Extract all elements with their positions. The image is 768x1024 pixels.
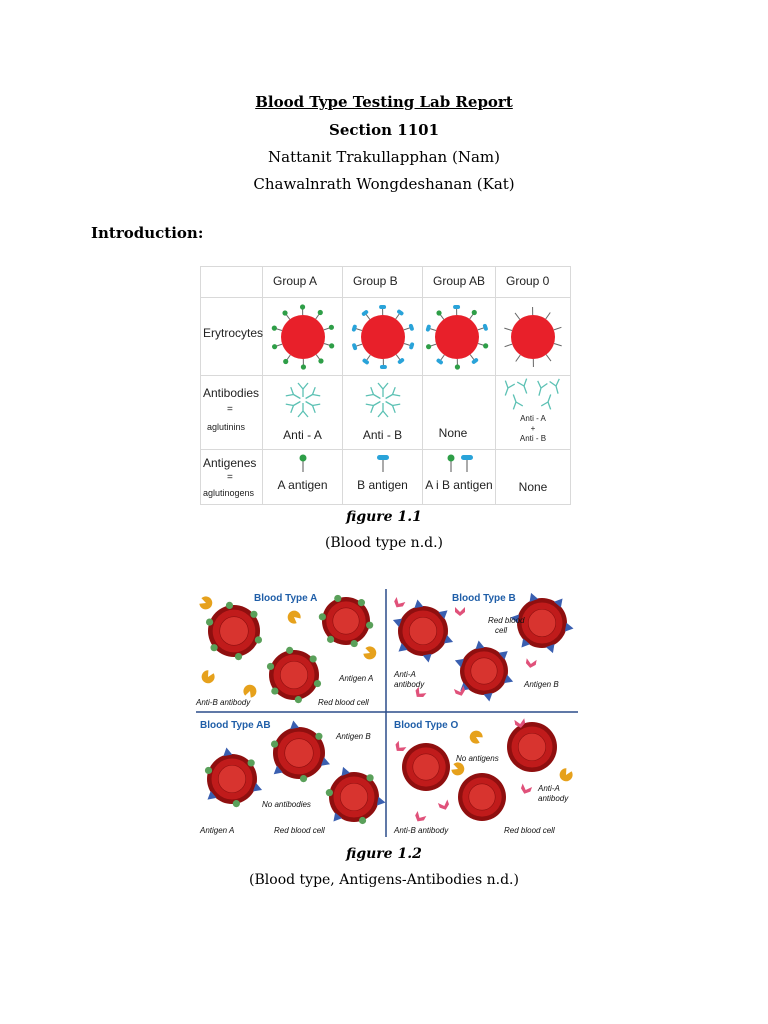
figure-caption: figure 1.2: [346, 846, 422, 862]
red-blood-cell-center: [340, 783, 368, 811]
antibody-y: [303, 397, 320, 413]
antigen-a-bump: [267, 663, 274, 670]
antibody-stem: [293, 402, 300, 406]
antibody-y: [378, 403, 388, 417]
figure-caption: figure 1.1: [346, 509, 422, 525]
row-label-erythrocytes: Erytrocytes: [201, 298, 263, 376]
erythrocyte-group-b: [343, 298, 423, 376]
red-blood-cell-center: [469, 784, 495, 810]
red-cell-antigen-a-icon: [263, 298, 343, 375]
blood-type-illustration: [194, 587, 580, 839]
antigen-b-bar: [352, 343, 358, 351]
antibody-arm: [516, 400, 523, 407]
antigen-a-bump: [248, 759, 255, 766]
antigen-a-bump: [286, 647, 293, 654]
antibody-stem: [556, 386, 558, 394]
antibody-arm: [390, 387, 398, 394]
antibody-y: [383, 397, 400, 413]
label-cell: cell: [495, 626, 508, 635]
antigen-b-bar: [409, 342, 415, 350]
antigen-a-dot: [300, 304, 305, 309]
antibody-arm: [310, 387, 318, 394]
antibody-stem: [513, 394, 516, 402]
antibody-y: [534, 381, 547, 397]
antibody-stem: [306, 395, 313, 399]
antigen-a-bump: [319, 613, 326, 620]
antigen-group-b: B antigen: [343, 450, 423, 505]
antigen-a-bump: [327, 636, 334, 643]
label-antigen-b: Antigen B: [524, 680, 559, 689]
antigen-a-dot: [329, 343, 334, 348]
red-cell-body: [281, 315, 325, 359]
antigen-a-dot: [472, 310, 477, 315]
antigen-a-icon: [263, 450, 343, 504]
column-header-group-b: Group B: [343, 267, 423, 298]
antigen-b-bar: [425, 324, 431, 332]
antibody-arm: [390, 406, 398, 413]
red-cell-antigen-ab-icon: [423, 298, 496, 375]
antigen-b-bar: [471, 357, 479, 364]
section-number: Section 1101: [328, 121, 440, 139]
antigen-a-bump: [359, 817, 366, 824]
antibody-group-0: Anti - A + Anti - B: [496, 376, 571, 450]
antigen-b-bar: [379, 305, 386, 309]
antibody-y: [286, 397, 303, 413]
label-red-blood-cell: Red blood cell: [504, 826, 555, 835]
antigen-spike: [516, 355, 521, 362]
antigen-b-bar: [436, 358, 444, 365]
label-antibody: antibody: [538, 794, 569, 803]
red-blood-cell-center: [413, 754, 439, 780]
antigen-a-bump: [300, 775, 307, 782]
blood-type-panels: [194, 587, 580, 839]
antigen-a-bump: [295, 696, 302, 703]
antigen-b-bar: [461, 455, 473, 460]
antigen-a-dot: [483, 343, 488, 348]
antigen-b-bar: [351, 324, 357, 332]
label-red-blood-cell: Red blood cell: [318, 698, 369, 707]
antibody-group-ab: None: [423, 376, 496, 450]
antigen-a-dot: [436, 310, 441, 315]
antigen-spike: [554, 327, 562, 330]
antigen-a-bump: [315, 733, 322, 740]
antibody-stem: [386, 395, 393, 399]
label-anti-a: Anti-A: [394, 670, 416, 679]
antibody-y: [541, 393, 555, 410]
antibody-stem: [373, 395, 380, 399]
antibody-arm: [541, 382, 547, 389]
antibody-y: [509, 393, 523, 410]
antigen-ab-icon: [423, 450, 496, 504]
label-antigen-b: Antigen B: [336, 732, 371, 741]
antigen-group-a: A antigen: [263, 450, 343, 505]
antibody-arm: [378, 383, 383, 389]
antigen-a-bump: [226, 602, 233, 609]
antigen-a-bump: [255, 636, 262, 643]
antibody-arm: [541, 400, 548, 407]
antibody-arm: [517, 380, 524, 387]
red-cell-no-antigen-icon: [496, 298, 571, 375]
label-antigen-a: Antigen A: [200, 826, 235, 835]
label-no-antibodies: No antibodies: [262, 800, 311, 809]
antibody-stem: [306, 402, 313, 406]
antibody-arm: [298, 411, 303, 417]
antigen-a-bump: [351, 640, 358, 647]
column-header-group-0: Group 0: [496, 267, 571, 298]
antibody-arm: [288, 406, 296, 413]
red-blood-cell-center: [218, 765, 246, 793]
red-blood-cell-center: [280, 661, 308, 689]
antigen-b-bar: [397, 357, 405, 364]
antibody-y: [366, 387, 383, 403]
antigen-a-dot: [272, 326, 277, 331]
antigen-b-bar: [408, 323, 414, 331]
red-blood-cell-center: [220, 617, 249, 646]
column-header-group-ab: Group AB: [423, 267, 496, 298]
antibody-y: [501, 381, 515, 398]
antigen-a-bump: [250, 611, 257, 618]
antibody-stem: [548, 394, 551, 402]
antibody-stem: [505, 388, 508, 396]
antigen-a-bump: [326, 789, 333, 796]
panel-title-type-ab: Blood Type AB: [200, 720, 271, 731]
antibody-arm: [303, 383, 308, 389]
antigen-b-bar: [453, 305, 460, 309]
antibody-arm: [550, 380, 556, 387]
label-antigen-a: Antigen A: [339, 674, 374, 683]
antigen-a-dot: [318, 310, 323, 315]
antigen-group-0: None: [496, 450, 571, 505]
antigen-spike: [515, 313, 520, 319]
author-name: Nattanit Trakullapphan (Nam): [268, 148, 500, 166]
antigen-group-ab: A i B antigen: [423, 450, 496, 505]
antibody-y: [517, 379, 531, 396]
label-anti-b-antibody: Anti-B antibody: [394, 826, 449, 835]
panel-title-type-b: Blood Type B: [452, 593, 516, 604]
antibody-arm: [288, 387, 296, 394]
red-blood-cell-center: [518, 733, 546, 761]
red-cell-body: [511, 315, 555, 359]
column-header-group-a: Group A: [263, 267, 343, 298]
red-blood-cell-center: [285, 739, 314, 768]
row-label-antigens: Antigenes = aglutinogens: [201, 450, 263, 505]
antibody-arm: [383, 411, 388, 417]
antibody-y: [303, 387, 320, 403]
antigen-a-bump: [206, 619, 213, 626]
antigen-a-dot: [329, 325, 334, 330]
blood-group-table: [200, 266, 570, 504]
antibody-arm: [368, 406, 376, 413]
red-blood-cell-center: [471, 658, 497, 684]
antibody-y: [286, 387, 303, 403]
antigen-b-bar: [362, 358, 370, 365]
antigen-b-bar: [361, 309, 369, 316]
antigen-spike: [554, 344, 562, 346]
antibody-stem: [386, 402, 393, 406]
antigen-a-dot: [455, 364, 460, 369]
antibody-arm: [310, 406, 318, 413]
antigen-a-dot: [300, 455, 307, 462]
red-blood-cell-center: [333, 608, 359, 634]
label-red-blood: Red blood: [488, 616, 525, 625]
antigen-spike: [505, 344, 513, 347]
antibody-y: [366, 397, 383, 413]
antigen-a-dot: [448, 455, 455, 462]
antibody-arm: [378, 411, 383, 417]
antigen-a-dot: [272, 344, 277, 349]
author-name: Chawalnrath Wongdeshanan (Kat): [253, 175, 515, 193]
antibody-y: [550, 379, 563, 395]
erythrocyte-group-a: [263, 298, 343, 376]
antibody-stem: [373, 402, 380, 406]
antigen-a-bump: [334, 595, 341, 602]
antigen-a-bump: [310, 655, 317, 662]
antigen-a-bump: [271, 687, 278, 694]
red-blood-cell-center: [409, 617, 437, 645]
table-corner-cell: [201, 267, 263, 298]
antigen-a-bump: [366, 622, 373, 629]
label-antibody: antibody: [394, 680, 425, 689]
introduction-heading: Introduction:: [91, 224, 204, 242]
antigen-b-bar: [380, 365, 387, 369]
row-label-antibodies: Antibodies = aglutinins: [201, 376, 263, 450]
antibody-arm: [298, 383, 303, 389]
antibody-stem: [524, 386, 527, 394]
red-cell-body: [435, 315, 479, 359]
antibody-y: [298, 403, 308, 417]
antibody-y: [298, 383, 308, 397]
report-title: Blood Type Testing Lab Report: [255, 93, 513, 111]
panel-title-type-o: Blood Type O: [394, 720, 459, 731]
erythrocyte-group-ab: [423, 298, 496, 376]
red-blood-cell-center: [528, 609, 556, 637]
antibody-y: [383, 387, 400, 403]
figure-source: (Blood type n.d.): [324, 535, 444, 551]
label-anti-b-antibody: Anti-B antibody: [196, 698, 251, 707]
antigen-b-bar: [482, 323, 488, 331]
antibody-arm: [508, 382, 515, 389]
antigen-spike: [504, 328, 512, 330]
panel-title-type-a: Blood Type A: [254, 593, 318, 604]
antibody-arm: [383, 383, 388, 389]
antibody-y: [378, 383, 388, 397]
antigen-spike: [546, 355, 551, 361]
antigen-a-bump: [314, 680, 321, 687]
antigen-a-bump: [271, 741, 278, 748]
antibody-arm: [368, 387, 376, 394]
antibody-arm: [303, 411, 308, 417]
antigen-b-icon: [343, 450, 423, 504]
antigen-a-bump: [235, 653, 242, 660]
label-no-antigens: No antigens: [456, 754, 499, 763]
antigen-a-bump: [233, 800, 240, 807]
antigen-b-bar: [377, 455, 389, 460]
label-anti-a: Anti-A: [538, 784, 560, 793]
antigen-spike: [546, 312, 551, 319]
antibody-group-a: Anti - A: [263, 376, 343, 450]
figure-source: (Blood type, Antigens-Antibodies n.d.): [249, 872, 519, 888]
antibody-group-b: Anti - B: [343, 376, 423, 450]
antigen-a-bump: [366, 774, 373, 781]
antigen-a-bump: [210, 644, 217, 651]
antigen-a-dot: [301, 364, 306, 369]
antigen-a-bump: [358, 599, 365, 606]
antibody-stem: [539, 388, 541, 396]
erythrocyte-group-0: [496, 298, 571, 376]
antigen-a-dot: [282, 310, 287, 315]
antigen-a-dot: [426, 344, 431, 349]
red-cell-body: [361, 315, 405, 359]
antibody-stem: [293, 395, 300, 399]
red-cell-antigen-b-icon: [343, 298, 423, 375]
antigen-a-dot: [318, 358, 323, 363]
antigen-b-bar: [396, 309, 404, 316]
antigen-a-dot: [283, 359, 288, 364]
antigen-a-bump: [205, 767, 212, 774]
label-red-blood-cell: Red blood cell: [274, 826, 325, 835]
